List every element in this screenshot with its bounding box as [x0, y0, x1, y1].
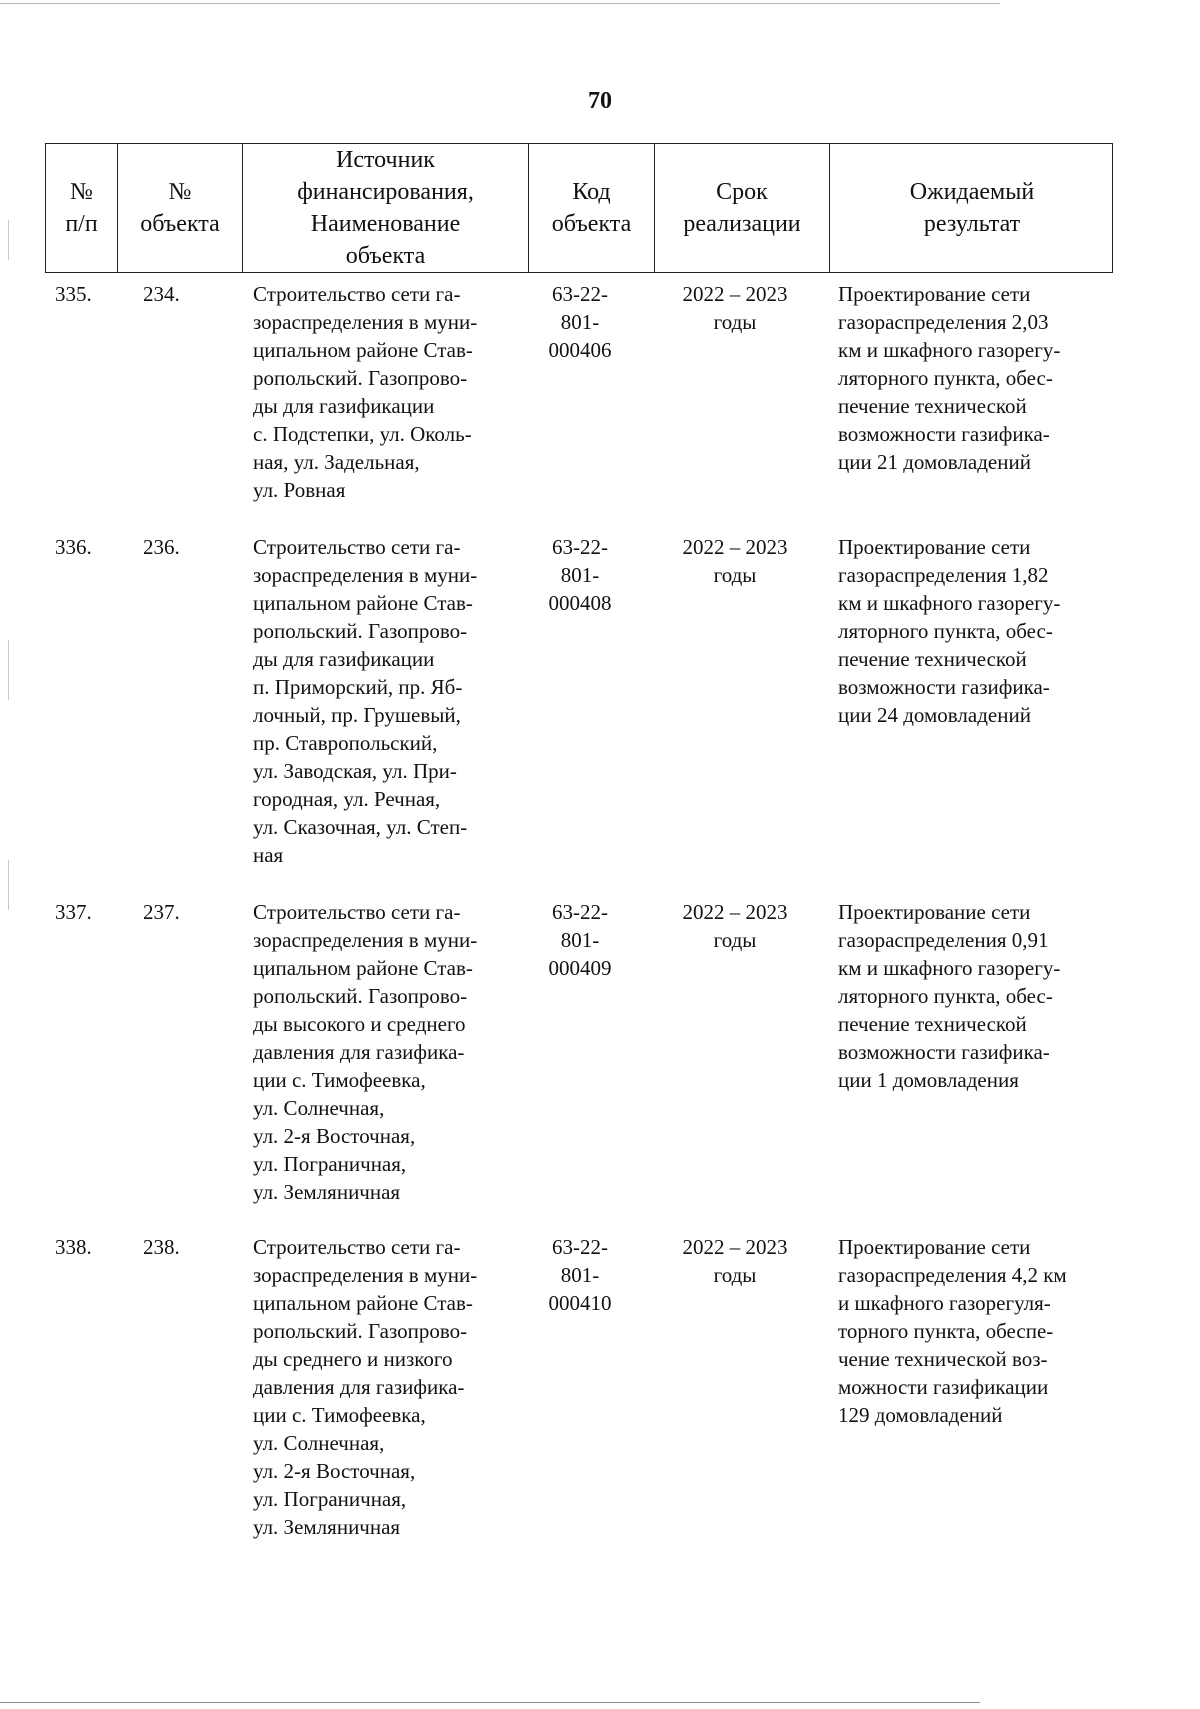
row-object-num: 234. — [143, 282, 180, 306]
row-term: 2022 – 2023 годы — [682, 900, 788, 952]
row-source: Строительство сети га- зораспределения в муни- ципальном районе Став- ропольский. Газопрово- ды для газификации п. Приморский, пр. Яб- лочный, пр. Грушевый, пр. Ставропольский, ул. Заводская, ул. При- городная, ул. Речная, ул. Сказочная, ул. Степ- ная — [253, 535, 478, 867]
row-object-num: 238. — [143, 1235, 180, 1259]
header-result: Ожидаемый результат — [909, 179, 1035, 237]
row-source: Строительство сети га- зораспределения в муни- ципальном районе Став- ропольский. Газопрово- ды среднего и низкого давления для газифика- ции с. Тимофеевка, ул. Солнечная, ул. 2-я Восточная, ул. Пограничная, ул. Земляничная — [253, 1235, 478, 1539]
row-result: Проектирование сети газораспределения 1,82 км и шкафного газорегу- ляторного пункта, обес- печение технической возможности газифика- ции 24 домовладений — [838, 535, 1061, 727]
header-object-num: № объекта — [118, 144, 243, 272]
row-source: Строительство сети га- зораспределения в муни- ципальном районе Став- ропольский. Газопрово- ды для газификации с. Подстепки, ул. Околь- ная, ул. Задельная, ул. Ровная — [253, 282, 478, 502]
row-term: 2022 – 2023 годы — [682, 535, 788, 587]
row-result: Проектирование сети газораспределения 0,91 км и шкафного газорегу- ляторного пункта, обес- печение технической возможности газифика- ции 1 домовладения — [838, 900, 1061, 1092]
page-number: 70 — [588, 88, 612, 114]
row-term: 2022 – 2023 годы — [682, 1235, 788, 1287]
scan-mark-left — [8, 860, 9, 910]
header-source: Источник финансирования, Наименование объекта — [243, 144, 529, 272]
header-num: № п/п — [46, 144, 118, 272]
table-header — [45, 143, 1113, 273]
row-object-num: 236. — [143, 535, 180, 559]
row-code: 63-22- 801- 000409 — [548, 900, 612, 980]
row-term: 2022 – 2023 годы — [682, 282, 788, 334]
row-num: 335. — [55, 282, 92, 306]
header-code: Код объекта — [529, 144, 655, 272]
scan-edge-top — [0, 3, 1000, 4]
row-result: Проектирование сети газораспределения 2,03 км и шкафного газорегу- ляторного пункта, обес- печение технической возможности газифика- ции 21 домовладений — [838, 282, 1061, 474]
row-num: 338. — [55, 1235, 92, 1259]
scan-edge-bottom — [0, 1702, 980, 1703]
row-code: 63-22- 801- 000410 — [548, 1235, 612, 1315]
scan-mark-left — [8, 640, 9, 700]
scan-mark-left — [8, 220, 9, 260]
row-object-num: 237. — [143, 900, 180, 924]
row-num: 337. — [55, 900, 92, 924]
header-term: Срок реализации — [655, 144, 830, 272]
row-result: Проектирование сети газораспределения 4,2 км и шкафного газорегуля- торного пункта, обеспе- чение технической воз- можности газификации 129 домовладений — [838, 1235, 1067, 1427]
row-source: Строительство сети га- зораспределения в муни- ципальном районе Став- ропольский. Газопрово- ды высокого и среднего давления для газифика- ции с. Тимофеевка, ул. Солнечная, ул. 2-я Восточная, ул. Пограничная, ул. Земляничная — [253, 900, 478, 1204]
projects-table — [45, 143, 1113, 1539]
row-num: 336. — [55, 535, 92, 559]
row-code: 63-22- 801- 000408 — [548, 535, 612, 615]
row-code: 63-22- 801- 000406 — [548, 282, 612, 362]
